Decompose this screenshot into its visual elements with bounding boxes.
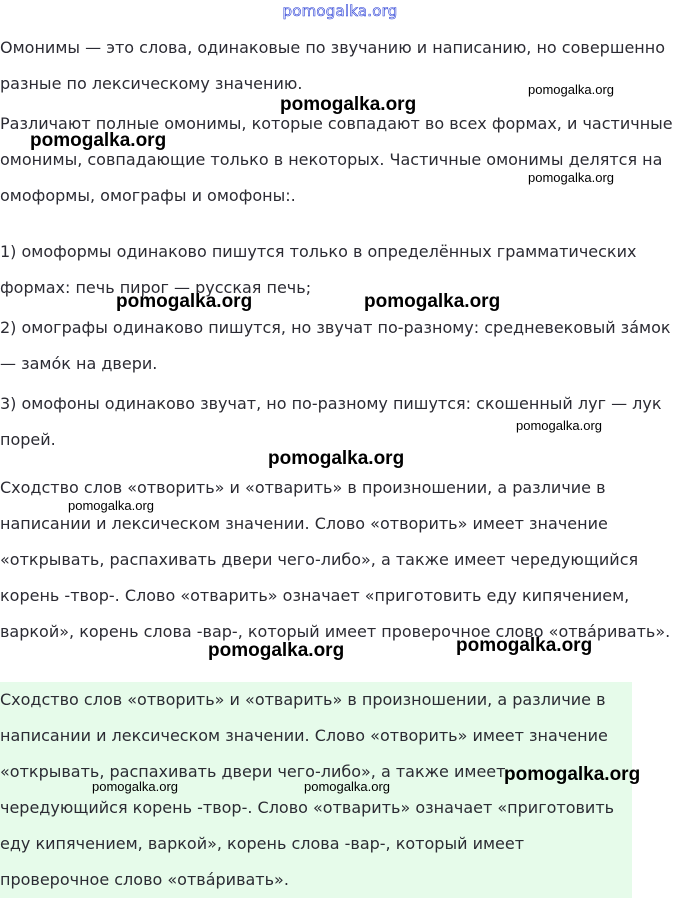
- watermark: pomogalka.org: [68, 498, 154, 513]
- paragraph-definition: Омонимы — это слова, одинаковые по звучанию и написанию, но совершенно разные по лексическому значению.: [0, 38, 666, 93]
- watermark: pomogalka.org: [30, 130, 167, 151]
- watermark: pomogalka.org: [364, 291, 501, 312]
- paragraph-homoforms: 1) омоформы одинаково пишутся только в определённых грамматических формах: печь пирог — русская печь;: [0, 242, 637, 297]
- paragraph-types: Различают полные омонимы, которые совпадают во всех формах, и частичные омонимы, совпадающие только в некоторых. Частичные омонимы делятся на омоформы, омографы и омофоны:.: [0, 114, 673, 205]
- watermark: pomogalka.org: [280, 94, 417, 115]
- watermark: pomogalka.org: [116, 291, 253, 312]
- watermark: pomogalka.org: [92, 779, 178, 794]
- header-site-mark[interactable]: pomogalka.org: [282, 2, 398, 20]
- watermark: pomogalka.org: [456, 635, 593, 656]
- paragraph-homographs: 2) омографы одинаково пишутся, но звучат по-разному: средневековый за́мок — замо́к на двери.: [0, 318, 671, 373]
- watermark: pomogalka.org: [516, 418, 602, 433]
- watermark: pomogalka.org: [504, 764, 641, 785]
- watermark: pomogalka.org: [208, 640, 345, 661]
- paragraph-analysis: Сходство слов «отворить» и «отварить» в произношении, а различие в написании и лексическом значении. Слово «отворить» имеет значение «открывать, распахивать двери чего-либо», а также имеет чередующийся корень -твор-. Слово «отварить» означает «приготовить еду кипячением, варкой», корень слова -вар-, который имеет проверочное слово «отва́ривать».: [0, 478, 671, 641]
- watermark: pomogalka.org: [528, 82, 614, 97]
- answer-text: Сходство слов «отворить» и «отварить» в произношении, а различие в написании и лексическом значении. Слово «отворить» имеет значение «открывать, распахивать двери чего-либо», а также имеет чередующийся корень -твор-. Слово «отварить» означает «приготовить еду кипячением, варкой», корень слова -вар-, который имеет проверочное слово «отва́ривать».: [0, 690, 615, 889]
- watermark: pomogalka.org: [528, 170, 614, 185]
- paragraph-homophones: 3) омофоны одинаково звучат, но по-разному пишутся: скошенный луг — лук порей.: [0, 394, 662, 449]
- watermark: pomogalka.org: [304, 779, 390, 794]
- watermark: pomogalka.org: [268, 448, 405, 469]
- article-body: [0, 30, 680, 650]
